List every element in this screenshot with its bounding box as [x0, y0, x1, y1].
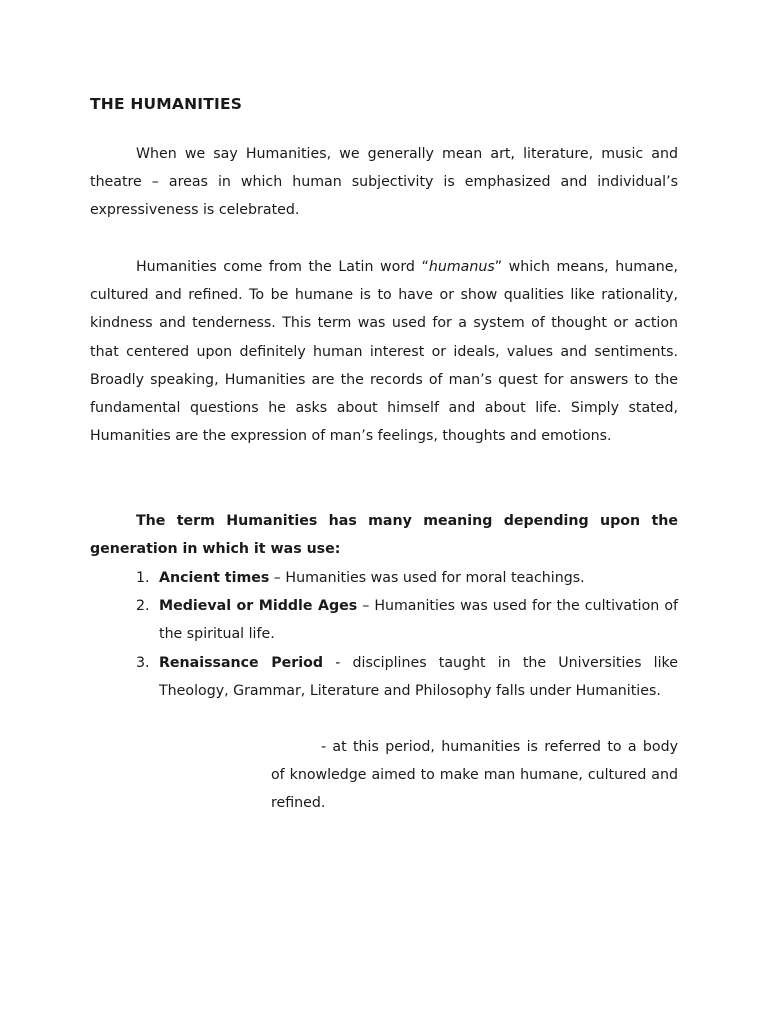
- paragraph-latin-origin: [90, 253, 678, 450]
- paragraph-definition: When we say Humanities, we generally mean art, literature, music and theatre – areas in which human subjectivity is emphasized and individual’s expressiveness is celebrated.: [90, 146, 678, 219]
- document-title: THE HUMANITIES: [90, 95, 243, 113]
- paragraph-term-meanings: The term Humanities has many meaning depending upon the generation in which it was use:: [90, 513, 678, 558]
- paragraph-latin-after: ” which means, humane, cultured and refined. To be humane is to have or show qualities like rationality, kindness and tenderness. This term was used for a system of thought or action that centered upon definitely human interest or ideals, values and sentiments. Broadly speaking, Humanities are the records of man’s quest for answers to the fundamental questions he asks about himself and about life. Simply stated, Humanities are the expression of man’s feelings, thoughts and emotions.: [90, 259, 678, 445]
- list-item: [90, 564, 678, 592]
- list-item-text: – Humanities was used for moral teachings.: [269, 570, 585, 586]
- list-item-text: – Humanities was used for the cultivation of the spiritual life.: [159, 598, 679, 643]
- meanings-list: [90, 564, 678, 705]
- list-item-term: Ancient times: [159, 570, 270, 586]
- list-item: [90, 649, 678, 705]
- list-item-text: - disciplines taught in the Universities like Theology, Grammar, Literature and Philosophy falls under Humanities.: [159, 654, 678, 699]
- renaissance-sub-note: - at this period, humanities is referred to a body of knowledge aimed to make man humane, cultured and refined.: [271, 739, 678, 812]
- list-item-number: 2.: [136, 598, 150, 615]
- document-page: [90, 0, 678, 1024]
- list-item: [90, 592, 678, 648]
- latin-word: humanus: [428, 259, 495, 275]
- list-item-term: Medieval or Middle Ages: [159, 598, 358, 615]
- list-item-number: 3.: [136, 654, 150, 671]
- list-item-term: Renaissance Period: [159, 654, 324, 671]
- paragraph-latin-before: Humanities come from the Latin word “: [136, 259, 429, 275]
- list-item-number: 1.: [136, 570, 150, 586]
